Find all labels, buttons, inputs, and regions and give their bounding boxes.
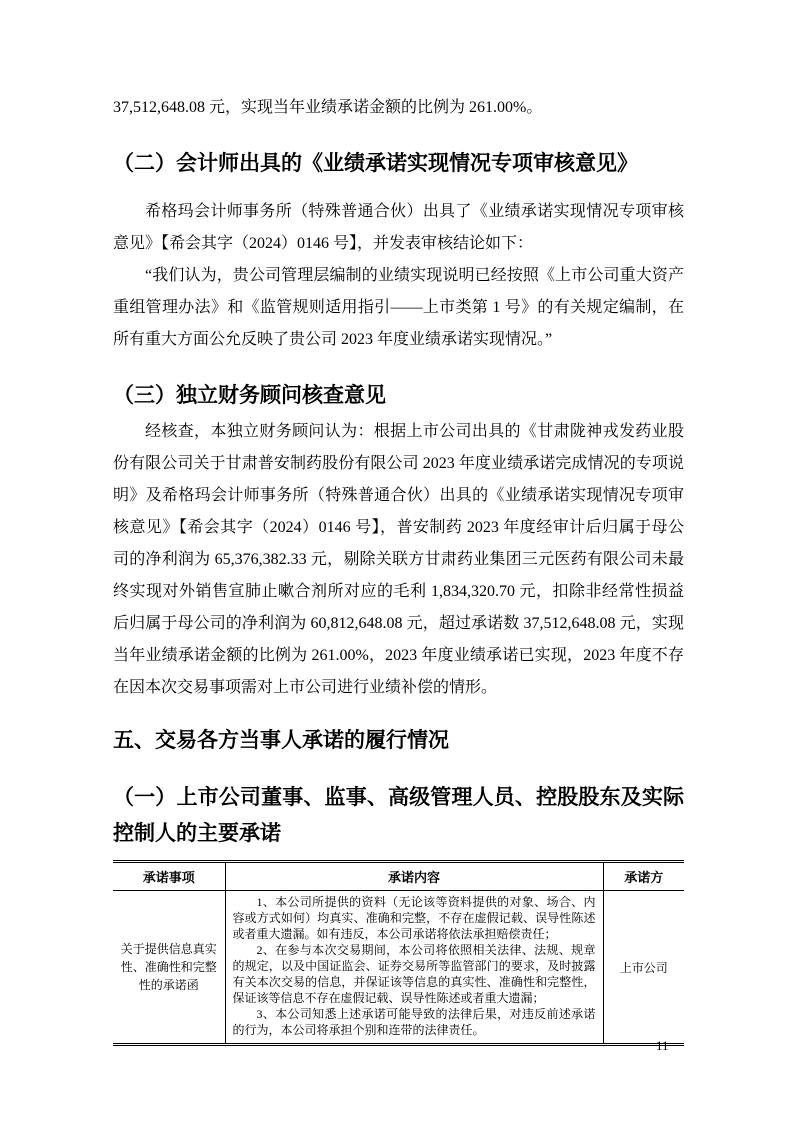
column-header-commitment-content: 承诺内容 [225, 862, 603, 891]
commitment-clause-1: 1、本公司所提供的资料（无论该等资料提供的对象、场合、内容或方式如何）均真实、准确和完整，不存在虚假记载、误导性陈述或者重大遗漏。如有违反，本公司承诺将依法承担赔偿责任； [232, 895, 596, 941]
commitment-clause-3: 3、本公司知悉上述承诺可能导致的法律后果，对违反前述承诺的行为，本公司将承担个别和连带的法律责任。 [232, 1007, 596, 1037]
column-header-commitment-item: 承诺事项 [113, 862, 225, 891]
paragraph-performance-ratio: 37,512,648.08 元，实现当年业绩承诺金额的比例为 261.00%。 [113, 99, 543, 116]
table-row [113, 891, 684, 1045]
cell-commitment-content [225, 891, 603, 1045]
heading-section-five-sub-one: （一）上市公司董事、监事、高级管理人员、控股股东及实际控制人的主要承诺 [113, 786, 684, 845]
paragraph-accountant-report: 希格玛会计师事务所（特殊普通合伙）出具了《业绩承诺实现情况专项审核意见》【希会其字（2024）0146 号】，并发表审核结论如下： [113, 203, 684, 252]
cell-commitment-party: 上市公司 [603, 891, 684, 1045]
heading-section-five: 五、交易各方当事人承诺的履行情况 [113, 729, 449, 752]
page-number: 11 [656, 1038, 669, 1053]
heading-accountant-opinion: （二）会计师出具的《业绩承诺实现情况专项审核意见》 [113, 152, 638, 175]
heading-financial-advisor-opinion: （三）独立财务顾问核查意见 [113, 384, 386, 407]
paragraph-accountant-quote: “我们认为，贵公司管理层编制的业绩实现说明已经按照《上市公司重大资产重组管理办法》和《监管规则适用指引——上市类第 1 号》的有关规定编制，在所有重大方面公允反映了贵公司 2023 年度业绩承诺实现情况。” [113, 267, 684, 348]
commitments-table [113, 860, 684, 1046]
document-content [113, 0, 684, 1046]
commitment-clause-2: 2、在参与本次交易期间，本公司将依照相关法律、法规、规章的规定，以及中国证监会、证券交易所等监管部门的要求，及时披露有关本次交易的信息，并保证该等信息的真实性、准确性和完整性，保证该等信息不存在虚假记载、误导性陈述或者重大遗漏； [232, 943, 596, 1005]
table-header-row [113, 862, 684, 891]
cell-commitment-item: 关于提供信息真实性、准确性和完整性的承诺函 [120, 942, 217, 992]
column-header-commitment-party: 承诺方 [603, 862, 684, 891]
paragraph-advisor-conclusion: 经核查，本独立财务顾问认为：根据上市公司出具的《甘肃陇神戎发药业股份有限公司关于甘肃普安制药股份有限公司 2023 年度业绩承诺完成情况的专项说明》及希格玛会计师事务所（特殊普通合伙）出具的《业绩承诺实现情况专项审核意见》【希会其字（2024）0146 号】，普安制药 2023 年度经审计后归属于母公司的净利润为 65,376,382.33 元，剔除关联方甘肃药业集团三元医药有限公司未最终实现对外销售宣肺止嗽合剂所对应的毛利 1,834,320.70 元，扣除非经常性损益后归属于母公司的净利润为 60,812,648.08 元，超过承诺数 37,512,648.08 元，实现当年业绩承诺金额的比例为 261.00%，2023 年度业绩承诺已实现，2023 年度不存在因本次交易事项需对上市公司进行业绩补偿的情形。 [113, 423, 684, 696]
